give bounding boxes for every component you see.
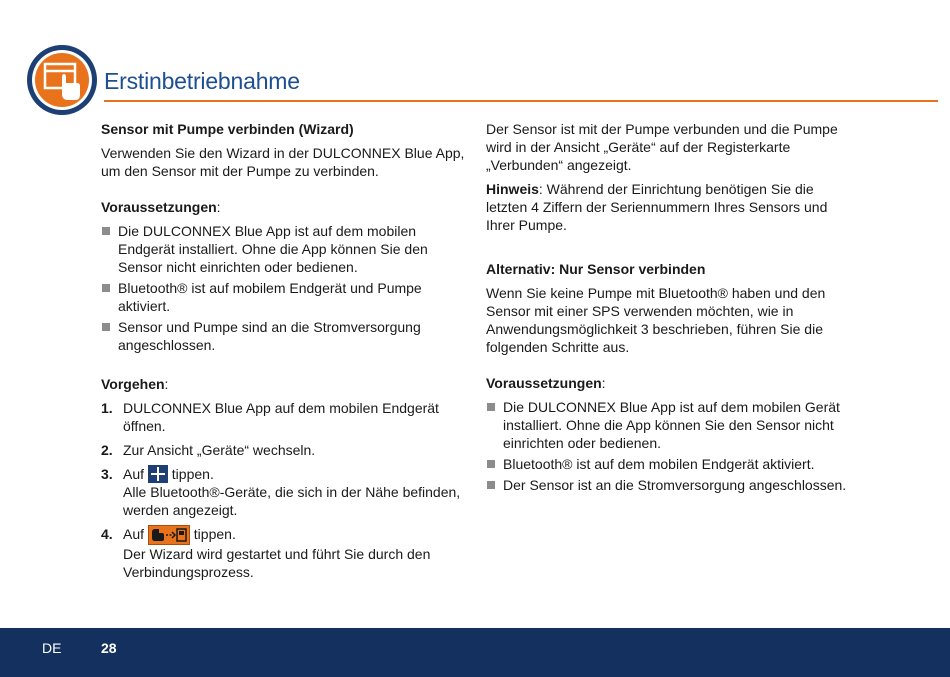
square-bullet-icon	[102, 284, 110, 292]
list-item: Die DULCONNEX Blue App ist auf dem mobilen Endgerät installiert. Ohne die App können Sie den Sensor nicht einrichten oder bedienen.	[101, 222, 465, 276]
title-divider	[104, 100, 938, 102]
right-column	[486, 120, 852, 497]
touch-setup-icon	[26, 44, 98, 116]
footer-bar	[0, 628, 950, 677]
add-device-button[interactable]	[148, 465, 168, 483]
prereq-list	[486, 398, 852, 494]
page-number: 28	[101, 640, 117, 656]
square-bullet-icon	[487, 460, 495, 468]
section-heading: Sensor mit Pumpe verbinden (Wizard)	[101, 121, 354, 137]
list-item: Bluetooth® ist auf mobilem Endgerät und Pumpe aktiviert.	[101, 279, 465, 315]
note-paragraph: Hinweis: Während der Einrichtung benötigen Sie die letzten 4 Ziffern der Seriennummern Ihres Sensors und Ihrer Pumpe.	[486, 181, 828, 233]
prereq-list	[101, 222, 465, 354]
alt-intro-paragraph: Wenn Sie keine Pumpe mit Bluetooth® haben und den Sensor mit einer SPS verwenden möchten, wie in Anwendungsmöglichkeit 3 beschrieben, führen Sie die folgenden Schritte aus.	[486, 285, 826, 355]
result-paragraph: Der Sensor ist mit der Pumpe verbunden und die Pumpe wird in der Ansicht „Geräte“ auf der Registerkarte „Verbunden“ angezeigt.	[486, 121, 838, 173]
alt-section-heading: Alternativ: Nur Sensor verbinden	[486, 261, 706, 277]
procedure-steps	[101, 399, 465, 581]
list-item: Der Sensor ist an die Stromversorgung angeschlossen.	[486, 476, 852, 494]
step-item: 1. DULCONNEX Blue App auf dem mobilen Endgerät öffnen.	[101, 400, 439, 434]
procedure-heading: Vorgehen:	[101, 376, 169, 392]
square-bullet-icon	[487, 481, 495, 489]
list-item: Sensor und Pumpe sind an die Stromversorgung angeschlossen.	[101, 318, 465, 354]
square-bullet-icon	[102, 227, 110, 235]
square-bullet-icon	[487, 403, 495, 411]
plus-icon	[151, 467, 165, 481]
pump-to-sensor-wizard-icon	[149, 526, 189, 544]
list-item: Bluetooth® ist auf dem mobilen Endgerät aktiviert.	[486, 455, 852, 473]
step-item: 2. Zur Ansicht „Geräte“ wechseln.	[101, 442, 316, 458]
wizard-button[interactable]	[148, 525, 190, 545]
page-title: Erstinbetriebnahme	[104, 68, 300, 94]
prereq-heading: Voraussetzungen:	[486, 375, 606, 391]
square-bullet-icon	[102, 323, 110, 331]
step-item: 3. Auf tippen. Alle Bluetooth®-Geräte, die sich in der Nähe befinden, werden angezeigt.	[101, 466, 461, 518]
step-item: 4. Auf tippen. Der Wizard wird gestartet und führt Sie durch den Verbindungsprozess.	[101, 526, 431, 580]
language-label: DE	[42, 640, 62, 656]
left-column	[101, 120, 465, 587]
list-item: Die DULCONNEX Blue App ist auf dem mobilen Gerät installiert. Ohne die App können Sie den Sensor nicht einrichten oder bedienen.	[486, 398, 852, 452]
prereq-heading: Voraussetzungen:	[101, 199, 221, 215]
intro-paragraph: Verwenden Sie den Wizard in der DULCONNEX Blue App, um den Sensor mit der Pumpe zu verbinden.	[101, 145, 465, 179]
